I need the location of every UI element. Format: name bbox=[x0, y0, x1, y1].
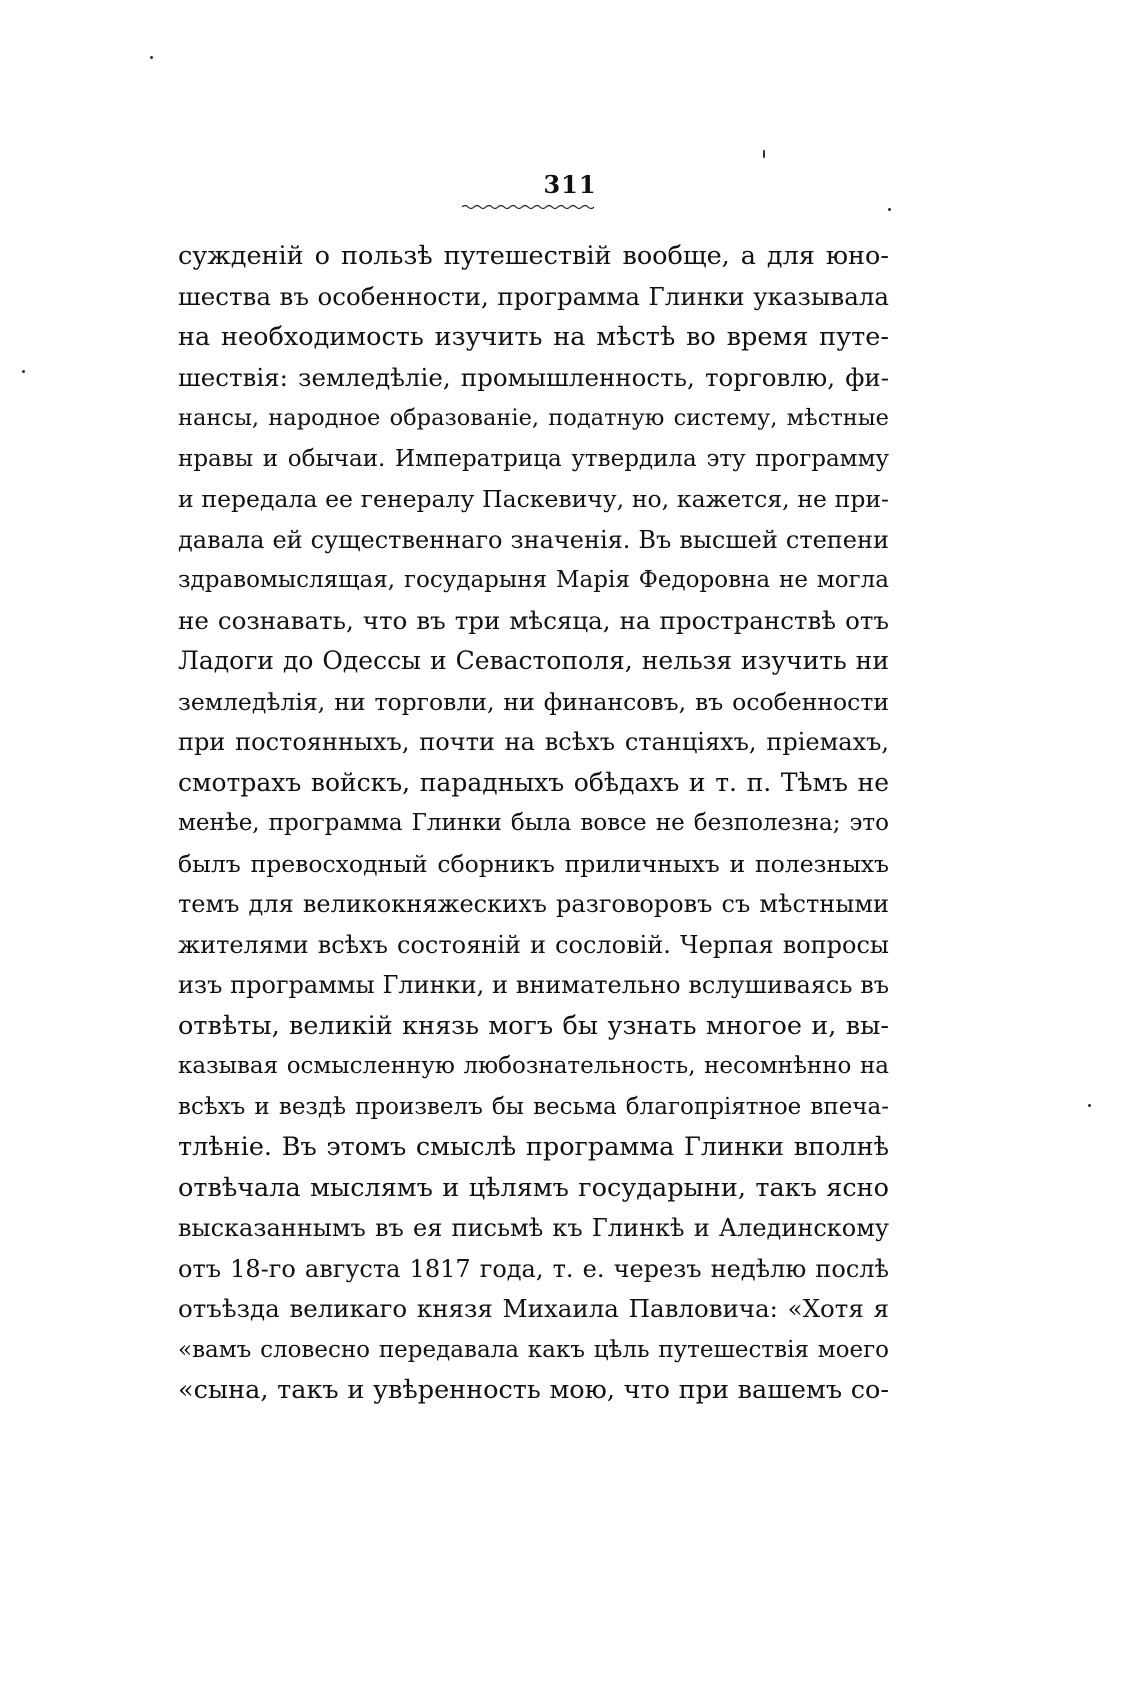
scan-speck bbox=[763, 150, 765, 158]
text-line: темъ для великокняжескихъ разговоровъ съ мѣстными bbox=[178, 890, 889, 918]
page-number-wavy-rule bbox=[462, 204, 594, 210]
text-line: и передала ее генералу Паскевичу, но, кажется, не при- bbox=[178, 485, 889, 513]
text-line: высказаннымъ въ ея письмѣ къ Глинкѣ и Алединскому bbox=[178, 1214, 889, 1242]
text-line: шества въ особенности, программа Глинки указывала bbox=[178, 281, 889, 311]
scan-speck bbox=[22, 370, 25, 373]
text-line: Ладоги до Одессы и Севастополя, нельзя изучить ни bbox=[178, 646, 889, 675]
text-line: сужденій о пользѣ путешествій вообще, а для юно- bbox=[178, 241, 889, 271]
text-line: смотрахъ войскъ, парадныхъ обѣдахъ и т. п. Тѣмъ не bbox=[178, 767, 889, 797]
text-line: при постоянныхъ, почти на всѣхъ станціяхъ, пріемахъ, bbox=[178, 728, 889, 756]
text-line: казывая осмысленную любознательность, несомнѣнно на bbox=[178, 1053, 889, 1079]
text-line: былъ превосходный сборникъ приличныхъ и полезныхъ bbox=[178, 849, 889, 878]
text-line: отъѣзда великаго князя Михаила Павловича: «Хотя я bbox=[178, 1294, 889, 1323]
text-line: отвѣты, великій князь могъ бы узнать многое и, вы- bbox=[178, 1010, 889, 1041]
text-line: земледѣлія, ни торговли, ни финансовъ, въ особенности bbox=[178, 687, 889, 716]
scan-speck bbox=[150, 56, 153, 59]
text-line: «вамъ словесно передавала какъ цѣль путешествія моего bbox=[178, 1336, 889, 1363]
text-line: давала ей существеннаго значенія. Въ высшей степени bbox=[178, 525, 889, 554]
text-line: нравы и обычаи. Императрица утвердила эту программу bbox=[178, 445, 889, 472]
page-number: 311 bbox=[543, 170, 597, 199]
text-line: тлѣніе. Въ этомъ смыслѣ программа Глинки вполнѣ bbox=[178, 1132, 889, 1162]
text-line: жителями всѣхъ состояній и сословій. Черпая вопросы bbox=[178, 930, 889, 959]
text-line: не сознавать, что въ три мѣсяца, на пространствѣ отъ bbox=[178, 605, 889, 635]
scan-speck bbox=[1088, 1104, 1091, 1107]
text-line: менѣе, программа Глинки была вовсе не безполезна; это bbox=[178, 810, 889, 836]
text-line: изъ программы Глинки, и внимательно вслушиваясь въ bbox=[178, 971, 889, 999]
text-line: здравомыслящая, государыня Марія Федоровна не могла bbox=[178, 567, 889, 593]
text-line: на необходимость изучить на мѣстѣ во время путе- bbox=[178, 322, 889, 352]
body-text bbox=[178, 236, 889, 1411]
text-line: всѣхъ и вездѣ произвелъ бы весьма благопріятное впеча- bbox=[178, 1093, 889, 1120]
text-line: шествія: земледѣліе, промышленность, торговлю, фи- bbox=[178, 362, 889, 392]
text-line: отъ 18-го августа 1817 года, т. е. черезъ недѣлю послѣ bbox=[178, 1254, 889, 1283]
text-line: нансы, народное образованіе, податную систему, мѣстные bbox=[178, 405, 889, 431]
text-line: отвѣчала мыслямъ и цѣлямъ государыни, такъ ясно bbox=[178, 1172, 889, 1203]
text-line: «сына, такъ и увѣренность мою, что при вашемъ со- bbox=[178, 1375, 889, 1405]
scan-speck bbox=[888, 208, 891, 211]
